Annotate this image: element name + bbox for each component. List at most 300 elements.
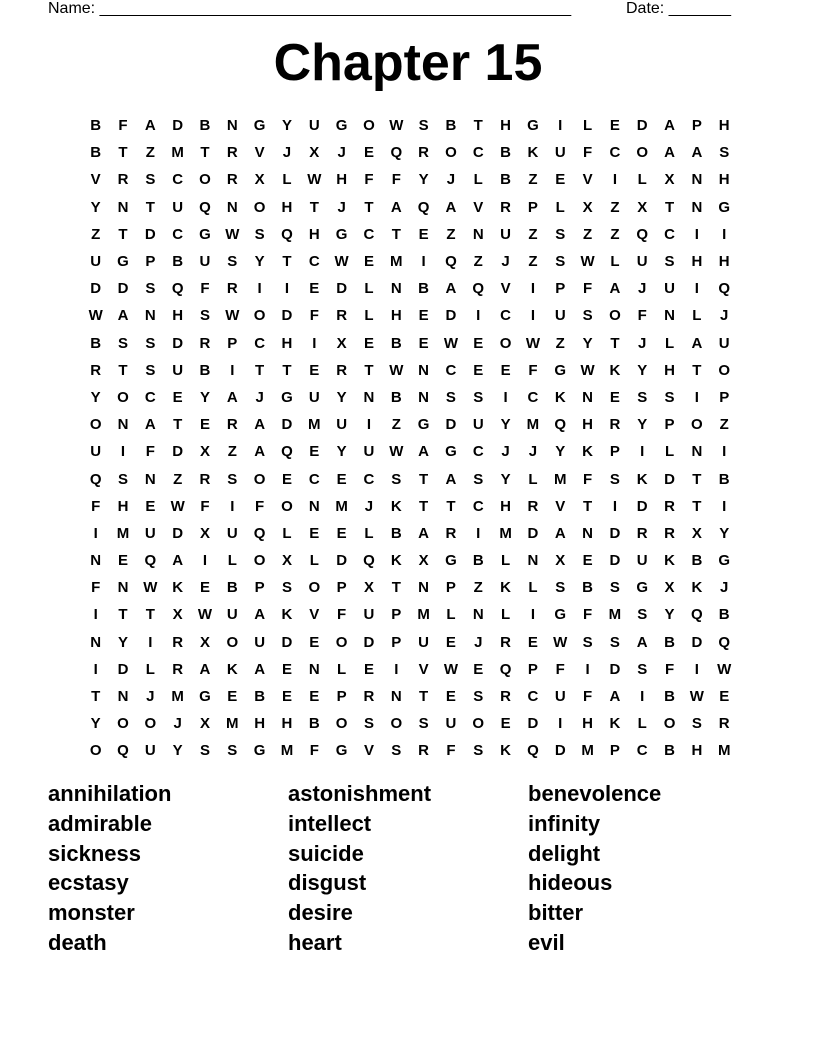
grid-letter: I	[148, 633, 153, 651]
grid-letter: X	[199, 633, 210, 651]
grid-letter: E	[309, 443, 320, 461]
grid-letter: P	[227, 334, 238, 352]
grid-letter: K	[636, 470, 648, 488]
grid-letter: T	[692, 361, 702, 379]
grid-letter: E	[555, 171, 566, 189]
grid-letter: N	[472, 225, 484, 243]
grid-letter: I	[120, 443, 126, 461]
grid-letter: U	[554, 144, 566, 162]
grid-letter: Y	[582, 334, 593, 352]
grid-letter: O	[472, 715, 485, 733]
grid-row	[82, 248, 738, 275]
grid-letter: W	[307, 171, 322, 189]
grid-letter: A	[609, 688, 621, 706]
grid-letter: D	[445, 416, 457, 434]
grid-row	[82, 139, 738, 166]
grid-row	[82, 302, 738, 329]
grid-letter: D	[144, 225, 156, 243]
grid-letter: Q	[89, 470, 102, 488]
grid-letter: L	[282, 171, 292, 189]
grid-letter: D	[527, 524, 539, 542]
grid-letter: R	[117, 171, 129, 189]
grid-letter: U	[308, 388, 320, 406]
grid-letter: L	[555, 198, 565, 216]
grid-letter: R	[445, 524, 457, 542]
grid-letter: A	[172, 552, 184, 570]
grid-letter: G	[554, 361, 567, 379]
grid-letter: A	[445, 198, 457, 216]
grid-letter: G	[445, 552, 457, 570]
grid-row	[82, 656, 738, 683]
grid-letter: O	[89, 742, 102, 760]
grid-letter: R	[172, 633, 184, 651]
grid-letter: C	[527, 688, 539, 706]
grid-letter: Q	[718, 280, 731, 298]
grid-letter: S	[582, 633, 593, 651]
grid-letter: J	[337, 144, 346, 162]
grid-letter: O	[199, 171, 211, 189]
grid-letter: Y	[117, 633, 128, 651]
grid-letter: O	[390, 715, 403, 733]
grid-letter: H	[281, 715, 293, 733]
grid-letter: S	[555, 225, 566, 243]
grid-letter: V	[473, 198, 484, 216]
grid-letter: E	[445, 633, 456, 651]
grid-letter: S	[145, 334, 156, 352]
grid-letter: D	[609, 552, 621, 570]
grid-letter: V	[418, 660, 429, 678]
grid-letter: F	[309, 742, 319, 760]
grid-letter: K	[609, 361, 621, 379]
grid-letter: J	[638, 334, 647, 352]
grid-letter: H	[500, 117, 511, 135]
grid-letter: Z	[528, 253, 538, 271]
grid-letter: B	[664, 633, 675, 651]
grid-letter: N	[308, 497, 320, 515]
grid-letter: B	[199, 117, 211, 135]
grid-letter: C	[609, 144, 621, 162]
grid-row	[82, 330, 738, 357]
grid-letter: S	[664, 253, 675, 271]
grid-letter: G	[335, 742, 348, 760]
grid-letter: X	[199, 524, 210, 542]
grid-letter: P	[555, 280, 566, 298]
grid-letter: U	[363, 606, 375, 624]
grid-letter: H	[718, 253, 730, 271]
grid-letter: O	[609, 307, 621, 325]
grid-letter: N	[691, 171, 703, 189]
grid-letter: I	[93, 660, 98, 678]
grid-letter: S	[418, 117, 429, 135]
grid-letter: F	[364, 171, 374, 189]
grid-letter: D	[117, 280, 129, 298]
grid-letter: X	[664, 171, 675, 189]
grid-letter: A	[554, 524, 566, 542]
grid-letter: R	[500, 198, 511, 216]
grid-letter: L	[227, 552, 237, 570]
grid-letter: K	[554, 388, 566, 406]
grid-letter: S	[281, 579, 292, 597]
grid-letter: O	[253, 307, 266, 325]
grid-letter: P	[609, 443, 620, 461]
grid-letter: A	[636, 633, 648, 651]
grid-letter: B	[418, 280, 430, 298]
grid-letter: E	[145, 497, 156, 515]
grid-letter: L	[501, 606, 511, 624]
grid-letter: I	[612, 497, 617, 515]
grid-letter: Z	[145, 144, 155, 162]
grid-letter: M	[499, 524, 512, 542]
grid-letter: B	[664, 688, 675, 706]
grid-letter: Z	[610, 225, 620, 243]
grid-letter: D	[636, 497, 648, 515]
grid-letter: H	[582, 416, 593, 434]
grid-letter: Y	[637, 361, 648, 379]
grid-letter: I	[284, 280, 290, 298]
grid-letter: E	[199, 416, 210, 434]
grid-letter: Y	[90, 198, 101, 216]
grid-letter: H	[582, 715, 593, 733]
grid-letter: W	[225, 225, 240, 243]
grid-letter: J	[638, 280, 647, 298]
grid-letter: N	[144, 470, 156, 488]
grid-letter: D	[527, 715, 539, 733]
grid-letter: I	[93, 524, 98, 542]
grid-letter: N	[582, 524, 593, 542]
grid-letter: T	[692, 497, 702, 515]
grid-letter: T	[664, 198, 675, 216]
grid-letter: F	[255, 497, 265, 515]
grid-letter: F	[200, 280, 210, 298]
grid-letter: R	[664, 497, 675, 515]
grid-letter: A	[254, 660, 266, 678]
grid-letter: C	[472, 443, 484, 461]
grid-letter: A	[226, 388, 238, 406]
word-list-item: annihilation	[48, 781, 172, 806]
grid-letter: N	[582, 388, 593, 406]
word-list-item: sickness	[48, 840, 141, 866]
grid-letter: J	[720, 579, 729, 597]
grid-letter: T	[692, 470, 702, 488]
grid-letter: N	[691, 198, 703, 216]
grid-letter: R	[336, 307, 348, 325]
grid-letter: N	[226, 198, 238, 216]
grid-letter: I	[640, 443, 645, 461]
grid-letter: I	[694, 280, 699, 298]
grid-letter: O	[636, 144, 649, 162]
word-list-item: admirable	[48, 810, 152, 836]
grid-letter: U	[144, 742, 156, 760]
grid-letter: B	[500, 144, 511, 162]
grid-letter: Z	[473, 253, 483, 271]
grid-letter: F	[391, 171, 401, 189]
grid-letter: B	[664, 742, 675, 760]
grid-row	[82, 574, 738, 601]
grid-letter: V	[582, 171, 593, 189]
grid-letter: N	[90, 552, 102, 570]
grid-letter: E	[363, 144, 374, 162]
grid-letter: M	[308, 416, 321, 434]
grid-row	[82, 275, 738, 302]
grid-letter: I	[694, 225, 699, 243]
grid-letter: B	[472, 552, 484, 570]
grid-letter: M	[116, 524, 130, 542]
grid-letter: I	[93, 606, 98, 624]
grid-letter: N	[472, 606, 484, 624]
grid-letter: W	[443, 660, 459, 678]
grid-letter: S	[609, 579, 620, 597]
grid-letter: X	[336, 334, 347, 352]
page-title: Chapter 15	[273, 34, 543, 92]
word-list-item: intellect	[288, 810, 372, 836]
grid-letter: E	[418, 225, 429, 243]
grid-row	[82, 112, 738, 139]
grid-letter: G	[335, 225, 348, 243]
grid-row	[82, 629, 738, 656]
grid-letter: N	[390, 688, 402, 706]
grid-letter: A	[144, 117, 156, 135]
letter-grid	[82, 112, 738, 765]
grid-letter: Q	[417, 198, 430, 216]
grid-letter: H	[281, 198, 293, 216]
grid-letter: A	[691, 144, 703, 162]
grid-letter: E	[363, 253, 374, 271]
grid-letter: E	[609, 117, 620, 135]
grid-letter: A	[418, 443, 430, 461]
grid-letter: F	[91, 579, 101, 597]
grid-letter: F	[582, 144, 593, 162]
grid-letter: S	[117, 470, 128, 488]
grid-letter: K	[172, 579, 184, 597]
grid-letter: A	[691, 334, 703, 352]
grid-letter: W	[170, 497, 185, 515]
grid-letter: C	[254, 334, 266, 352]
grid-letter: F	[446, 742, 456, 760]
grid-letter: A	[144, 416, 156, 434]
grid-letter: O	[499, 334, 512, 352]
grid-letter: Q	[445, 253, 457, 271]
grid-letter: C	[308, 253, 320, 271]
grid-letter: T	[145, 606, 155, 624]
grid-letter: D	[336, 552, 348, 570]
grid-letter: G	[199, 688, 211, 706]
grid-letter: Z	[446, 225, 456, 243]
grid-letter: R	[199, 470, 211, 488]
grid-letter: K	[500, 742, 511, 760]
grid-letter: N	[226, 117, 238, 135]
grid-letter: R	[418, 144, 430, 162]
grid-letter: O	[253, 198, 266, 216]
grid-letter: O	[663, 715, 676, 733]
grid-letter: T	[419, 497, 429, 515]
grid-letter: L	[282, 524, 292, 542]
grid-letter: B	[500, 171, 511, 189]
grid-letter: Q	[281, 443, 293, 461]
grid-letter: E	[445, 688, 456, 706]
grid-letter: R	[500, 688, 511, 706]
grid-letter: N	[117, 688, 129, 706]
grid-letter: X	[199, 443, 210, 461]
grid-letter: F	[91, 497, 101, 515]
grid-letter: I	[612, 171, 617, 189]
grid-letter: F	[528, 361, 538, 379]
grid-letter: S	[473, 688, 484, 706]
grid-letter: E	[309, 280, 320, 298]
grid-letter: K	[691, 579, 703, 597]
grid-letter: N	[117, 198, 129, 216]
grid-letter: Y	[637, 416, 648, 434]
grid-letter: V	[254, 144, 265, 162]
grid-letter: T	[118, 144, 128, 162]
grid-letter: K	[281, 606, 293, 624]
grid-letter: N	[144, 307, 156, 325]
grid-letter: C	[636, 742, 648, 760]
grid-row	[82, 493, 738, 520]
grid-letter: F	[582, 470, 593, 488]
grid-letter: O	[691, 416, 703, 434]
grid-letter: W	[717, 660, 732, 678]
grid-letter: I	[366, 416, 372, 434]
grid-letter: W	[580, 361, 595, 379]
grid-letter: C	[527, 388, 539, 406]
grid-letter: P	[527, 198, 538, 216]
grid-letter: A	[664, 144, 675, 162]
grid-letter: Q	[718, 633, 731, 651]
grid-letter: U	[172, 361, 184, 379]
grid-letter: M	[526, 416, 540, 434]
grid-letter: U	[90, 253, 102, 271]
grid-letter: Y	[500, 470, 511, 488]
grid-letter: S	[227, 470, 238, 488]
grid-letter: D	[281, 633, 293, 651]
grid-letter: I	[476, 524, 481, 542]
grid-letter: E	[500, 715, 511, 733]
grid-row	[82, 737, 738, 764]
grid-letter: N	[664, 307, 675, 325]
grid-letter: B	[718, 606, 730, 624]
grid-letter: L	[528, 579, 538, 597]
grid-letter: L	[582, 117, 593, 135]
grid-letter: J	[528, 443, 538, 461]
grid-letter: W	[389, 361, 404, 379]
grid-letter: E	[172, 388, 183, 406]
word-list-item: evil	[528, 929, 565, 955]
word-list-item: suicide	[288, 840, 364, 866]
grid-letter: I	[530, 307, 535, 325]
grid-letter: X	[555, 552, 566, 570]
grid-letter: I	[722, 225, 727, 243]
grid-letter: G	[253, 742, 266, 760]
grid-letter: B	[718, 470, 730, 488]
grid-letter: S	[227, 253, 238, 271]
grid-letter: W	[580, 253, 595, 271]
grid-letter: S	[445, 388, 456, 406]
grid-letter: O	[363, 117, 375, 135]
grid-letter: H	[172, 307, 184, 325]
grid-letter: S	[637, 388, 648, 406]
header-line	[48, 0, 748, 20]
grid-letter: C	[144, 388, 156, 406]
word-list-item: benevolence	[528, 781, 662, 806]
grid-letter: I	[257, 280, 262, 298]
grid-letter: Q	[390, 144, 403, 162]
grid-letter: P	[691, 117, 702, 135]
grid-letter: S	[664, 388, 675, 406]
grid-letter: E	[281, 688, 292, 706]
grid-letter: W	[389, 117, 404, 135]
word-list	[48, 779, 768, 958]
grid-letter: T	[282, 253, 292, 271]
word-list-item: bitter	[528, 900, 583, 926]
grid-letter: G	[718, 552, 731, 570]
grid-letter: G	[445, 443, 457, 461]
grid-letter: Q	[527, 742, 539, 760]
grid-letter: M	[335, 497, 348, 515]
grid-letter: V	[363, 742, 374, 760]
grid-letter: U	[500, 225, 511, 243]
grid-letter: T	[610, 334, 620, 352]
grid-letter: L	[364, 524, 374, 542]
grid-letter: F	[118, 117, 128, 135]
grid-letter: I	[558, 715, 563, 733]
grid-letter: P	[254, 579, 265, 597]
grid-letter: L	[145, 660, 155, 678]
grid-letter: B	[390, 388, 402, 406]
grid-letter: D	[172, 117, 184, 135]
grid-letter: I	[421, 253, 426, 271]
grid-letter: N	[418, 388, 430, 406]
grid-letter: E	[309, 524, 320, 542]
grid-letter: E	[418, 334, 429, 352]
grid-letter: W	[197, 606, 213, 624]
grid-letter: J	[501, 443, 510, 461]
grid-letter: D	[281, 416, 293, 434]
grid-row	[82, 221, 738, 248]
grid-letter: L	[637, 171, 647, 189]
grid-letter: N	[363, 388, 375, 406]
grid-letter: U	[636, 552, 648, 570]
grid-letter: A	[254, 416, 266, 434]
grid-letter: O	[89, 416, 102, 434]
grid-letter: B	[199, 361, 211, 379]
grid-letter: E	[281, 660, 292, 678]
grid-letter: T	[473, 117, 483, 135]
grid-letter: I	[694, 660, 699, 678]
grid-letter: L	[473, 171, 483, 189]
grid-letter: P	[145, 253, 156, 271]
grid-letter: S	[691, 715, 702, 733]
grid-letter: F	[582, 606, 593, 624]
grid-letter: E	[582, 552, 593, 570]
grid-letter: H	[691, 742, 703, 760]
grid-letter: T	[309, 198, 319, 216]
grid-letter: W	[225, 307, 240, 325]
grid-letter: E	[309, 361, 320, 379]
grid-letter: N	[117, 579, 129, 597]
grid-letter: K	[390, 497, 402, 515]
grid-letter: M	[553, 470, 567, 488]
grid-letter: P	[664, 416, 675, 434]
grid-letter: S	[199, 742, 210, 760]
grid-letter: D	[363, 633, 375, 651]
grid-letter: R	[226, 280, 238, 298]
grid-letter: N	[527, 552, 539, 570]
grid-letter: M	[171, 144, 184, 162]
grid-letter: L	[637, 715, 647, 733]
grid-letter: L	[664, 334, 675, 352]
grid-letter: B	[90, 334, 102, 352]
grid-letter: Y	[664, 606, 675, 624]
